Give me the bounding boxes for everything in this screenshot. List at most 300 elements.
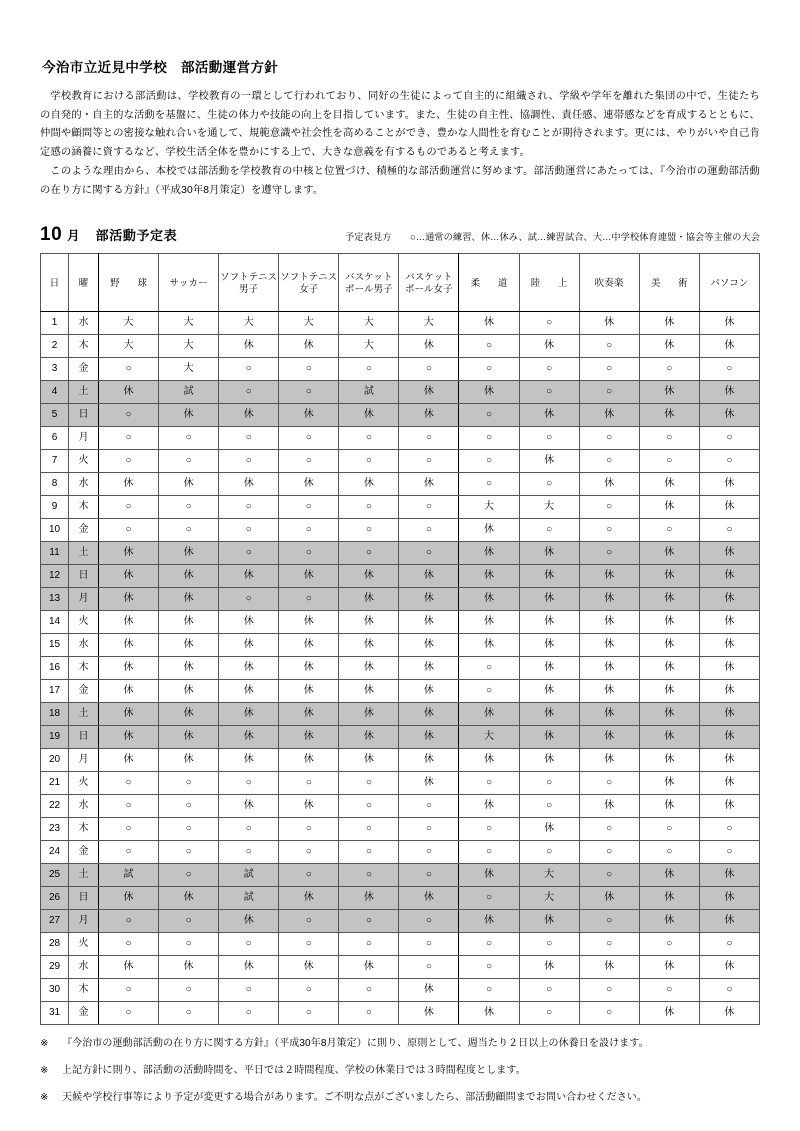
cell-day: 19 (41, 726, 69, 749)
cell-activity: 休 (219, 634, 279, 657)
cell-activity: 休 (579, 634, 639, 657)
footnote-marker: ※ (40, 1038, 49, 1050)
cell-activity: 休 (459, 519, 519, 542)
table-row (41, 427, 760, 450)
cell-activity: ○ (159, 1002, 219, 1025)
cell-dow: 木 (69, 979, 99, 1002)
cell-activity: 大 (279, 312, 339, 335)
cell-activity: ○ (459, 772, 519, 795)
cell-activity: 休 (519, 726, 579, 749)
cell-activity: ○ (339, 910, 399, 933)
cell-activity: 休 (99, 887, 159, 910)
cell-activity: 休 (399, 726, 459, 749)
cell-activity: 休 (699, 565, 759, 588)
cell-activity: 休 (279, 887, 339, 910)
cell-activity: 試 (159, 381, 219, 404)
cell-activity: 休 (459, 312, 519, 335)
cell-activity: ○ (399, 358, 459, 381)
cell-activity: ○ (279, 450, 339, 473)
cell-activity: 休 (699, 680, 759, 703)
col-header-soccer: サッカー (159, 254, 219, 312)
cell-activity: 休 (699, 864, 759, 887)
cell-activity: ○ (159, 795, 219, 818)
cell-activity: ○ (339, 979, 399, 1002)
cell-activity: 休 (339, 634, 399, 657)
cell-activity: 休 (159, 657, 219, 680)
cell-activity: ○ (519, 381, 579, 404)
cell-activity: ○ (279, 588, 339, 611)
cell-activity: 休 (279, 611, 339, 634)
cell-activity: ○ (219, 933, 279, 956)
cell-activity: 休 (459, 381, 519, 404)
cell-activity: ○ (579, 381, 639, 404)
cell-activity: 休 (399, 887, 459, 910)
table-row (41, 335, 760, 358)
cell-activity: ○ (159, 864, 219, 887)
footnote-text: 『今治市の運動部活動の在り方に関する方針』（平成30年8月策定）に則り、原則として、週当たり２日以上の休養日を設けます。 (62, 1038, 649, 1050)
cell-activity: 休 (459, 795, 519, 818)
footnote-text: 天候や学校行事等により予定が変更する場合があります。ご不明な点がございましたら、部活動顧問までお問い合わせください。 (62, 1092, 647, 1104)
cell-activity: 休 (699, 956, 759, 979)
cell-activity: ○ (699, 358, 759, 381)
cell-dow: 金 (69, 841, 99, 864)
cell-activity: 休 (639, 887, 699, 910)
cell-day: 5 (41, 404, 69, 427)
cell-activity: ○ (159, 933, 219, 956)
cell-activity: ○ (459, 933, 519, 956)
cell-activity: 休 (279, 404, 339, 427)
cell-activity: 休 (99, 611, 159, 634)
col-header-soft-tennis-boys: ソフトテニス 男子 (219, 254, 279, 312)
cell-activity: 休 (219, 749, 279, 772)
table-row (41, 887, 760, 910)
cell-activity: 休 (339, 956, 399, 979)
cell-activity: ○ (99, 450, 159, 473)
table-row (41, 1002, 760, 1025)
cell-activity: 休 (399, 588, 459, 611)
cell-activity: ○ (579, 864, 639, 887)
cell-activity: 休 (339, 726, 399, 749)
cell-activity: 休 (279, 565, 339, 588)
cell-activity: ○ (399, 427, 459, 450)
cell-activity: ○ (639, 818, 699, 841)
cell-activity: ○ (639, 979, 699, 1002)
cell-activity: ○ (459, 818, 519, 841)
cell-activity: 休 (639, 749, 699, 772)
cell-activity: 休 (399, 657, 459, 680)
col-header-computer: パソコン (699, 254, 759, 312)
footnote-1 (40, 1036, 760, 1051)
cell-activity: 休 (519, 335, 579, 358)
cell-activity: 休 (639, 910, 699, 933)
col-header-baseball: 野 球 (99, 254, 159, 312)
cell-activity: 大 (99, 312, 159, 335)
cell-activity: ○ (519, 473, 579, 496)
cell-activity: 休 (99, 381, 159, 404)
cell-day: 21 (41, 772, 69, 795)
cell-activity: ○ (399, 956, 459, 979)
cell-activity: 大 (459, 726, 519, 749)
cell-activity: ○ (399, 864, 459, 887)
cell-activity: 休 (159, 956, 219, 979)
cell-day: 29 (41, 956, 69, 979)
cell-day: 25 (41, 864, 69, 887)
cell-activity: 休 (219, 680, 279, 703)
cell-dow: 水 (69, 473, 99, 496)
cell-dow: 日 (69, 404, 99, 427)
cell-activity: 休 (519, 634, 579, 657)
cell-day: 12 (41, 565, 69, 588)
month-number: 10 (40, 224, 63, 246)
cell-activity: ○ (339, 450, 399, 473)
cell-dow: 火 (69, 772, 99, 795)
cell-activity: 休 (279, 335, 339, 358)
cell-day: 7 (41, 450, 69, 473)
cell-dow: 金 (69, 680, 99, 703)
cell-activity: 休 (519, 818, 579, 841)
cell-activity: 休 (399, 473, 459, 496)
cell-activity: ○ (399, 496, 459, 519)
introduction-text (40, 88, 760, 200)
cell-activity: 休 (519, 703, 579, 726)
cell-activity: ○ (219, 381, 279, 404)
cell-dow: 水 (69, 312, 99, 335)
cell-activity: ○ (519, 795, 579, 818)
cell-activity: ○ (339, 1002, 399, 1025)
cell-activity: ○ (399, 841, 459, 864)
cell-day: 17 (41, 680, 69, 703)
cell-activity: 休 (639, 381, 699, 404)
cell-activity: ○ (579, 427, 639, 450)
cell-activity: ○ (459, 657, 519, 680)
schedule-title: 部活動予定表 (95, 228, 178, 244)
cell-activity: 休 (699, 335, 759, 358)
legend-text: ○…通常の練習、休…休み、試…練習試合、大…中学校体育連盟・協会等主催の大会 (410, 232, 760, 243)
cell-activity: 休 (459, 634, 519, 657)
cell-activity: 休 (99, 473, 159, 496)
footnote-3 (40, 1090, 760, 1105)
cell-activity: 休 (519, 542, 579, 565)
cell-activity: 休 (159, 588, 219, 611)
cell-activity: ○ (639, 450, 699, 473)
cell-activity: ○ (399, 450, 459, 473)
cell-activity: 休 (639, 864, 699, 887)
cell-activity: ○ (399, 519, 459, 542)
cell-activity: 休 (159, 749, 219, 772)
cell-dow: 木 (69, 496, 99, 519)
cell-activity: 休 (699, 910, 759, 933)
cell-dow: 水 (69, 634, 99, 657)
cell-activity: 大 (159, 335, 219, 358)
cell-day: 20 (41, 749, 69, 772)
cell-dow: 日 (69, 565, 99, 588)
cell-activity: 大 (519, 887, 579, 910)
cell-dow: 土 (69, 542, 99, 565)
cell-activity: ○ (459, 335, 519, 358)
cell-day: 26 (41, 887, 69, 910)
cell-activity: ○ (279, 542, 339, 565)
cell-activity: ○ (519, 312, 579, 335)
cell-activity: ○ (159, 519, 219, 542)
cell-activity: ○ (279, 841, 339, 864)
col-header-art: 美 術 (639, 254, 699, 312)
cell-activity: 休 (699, 496, 759, 519)
cell-activity: 休 (99, 634, 159, 657)
cell-dow: 木 (69, 335, 99, 358)
cell-activity: ○ (579, 772, 639, 795)
cell-activity: ○ (219, 772, 279, 795)
cell-day: 23 (41, 818, 69, 841)
table-row (41, 611, 760, 634)
cell-activity: 休 (459, 565, 519, 588)
cell-activity: 休 (519, 910, 579, 933)
cell-activity: 休 (399, 611, 459, 634)
cell-activity: ○ (279, 496, 339, 519)
cell-activity: 試 (219, 887, 279, 910)
cell-activity: ○ (279, 979, 339, 1002)
cell-activity: 試 (339, 381, 399, 404)
cell-activity: 休 (99, 956, 159, 979)
col-header-basketball-girls: バスケット ボール女子 (399, 254, 459, 312)
cell-activity: ○ (579, 358, 639, 381)
cell-activity: 休 (99, 749, 159, 772)
cell-day: 4 (41, 381, 69, 404)
cell-activity: ○ (459, 680, 519, 703)
cell-activity: 休 (699, 887, 759, 910)
cell-activity: ○ (159, 910, 219, 933)
cell-activity: 休 (339, 611, 399, 634)
cell-activity: ○ (279, 358, 339, 381)
schedule-header (40, 225, 760, 244)
cell-activity: 休 (579, 680, 639, 703)
cell-activity: ○ (519, 772, 579, 795)
cell-activity: 休 (639, 772, 699, 795)
cell-activity: 休 (279, 657, 339, 680)
cell-dow: 月 (69, 749, 99, 772)
cell-activity: 休 (339, 703, 399, 726)
cell-activity: 休 (699, 404, 759, 427)
cell-activity: 休 (279, 703, 339, 726)
cell-day: 28 (41, 933, 69, 956)
cell-activity: ○ (459, 358, 519, 381)
cell-activity: ○ (219, 1002, 279, 1025)
cell-activity: 休 (639, 473, 699, 496)
table-row (41, 519, 760, 542)
cell-activity: 試 (99, 864, 159, 887)
cell-activity: 休 (339, 588, 399, 611)
cell-activity: 休 (699, 726, 759, 749)
cell-activity: ○ (339, 864, 399, 887)
cell-activity: 休 (99, 680, 159, 703)
cell-activity: 休 (399, 404, 459, 427)
cell-activity: 休 (579, 795, 639, 818)
cell-activity: 休 (699, 749, 759, 772)
cell-activity: 休 (339, 565, 399, 588)
cell-activity: 休 (219, 726, 279, 749)
cell-activity: 大 (159, 358, 219, 381)
cell-activity: 休 (579, 473, 639, 496)
cell-activity: ○ (579, 818, 639, 841)
cell-activity: ○ (459, 427, 519, 450)
cell-activity: 大 (399, 312, 459, 335)
table-row (41, 588, 760, 611)
cell-activity: 休 (639, 335, 699, 358)
cell-activity: 休 (639, 956, 699, 979)
cell-activity: 休 (279, 726, 339, 749)
cell-activity: ○ (339, 818, 399, 841)
cell-activity: 休 (219, 657, 279, 680)
footnote-marker: ※ (40, 1092, 49, 1104)
cell-activity: 休 (579, 312, 639, 335)
cell-day: 14 (41, 611, 69, 634)
cell-dow: 日 (69, 726, 99, 749)
cell-activity: 休 (699, 795, 759, 818)
club-activity-schedule-table (40, 253, 760, 1025)
table-row (41, 404, 760, 427)
table-row (41, 979, 760, 1002)
cell-activity: 休 (699, 312, 759, 335)
footnote-2 (40, 1063, 760, 1078)
cell-activity: ○ (159, 772, 219, 795)
cell-activity: ○ (339, 841, 399, 864)
cell-dow: 日 (69, 887, 99, 910)
cell-activity: 休 (699, 657, 759, 680)
table-row (41, 450, 760, 473)
cell-activity: 休 (639, 611, 699, 634)
footnote-marker: ※ (40, 1065, 49, 1077)
cell-activity: 休 (159, 887, 219, 910)
cell-activity: 休 (579, 887, 639, 910)
footnote-text: 上記方針に則り、部活動の活動時間を、平日では２時間程度、学校の休業日では３時間程度とします。 (62, 1065, 526, 1077)
cell-activity: ○ (639, 358, 699, 381)
cell-activity: ○ (219, 588, 279, 611)
cell-activity: ○ (219, 979, 279, 1002)
cell-activity: 休 (459, 703, 519, 726)
cell-activity: 休 (279, 956, 339, 979)
cell-dow: 水 (69, 795, 99, 818)
cell-activity: ○ (519, 427, 579, 450)
cell-activity: 休 (339, 657, 399, 680)
cell-activity: ○ (459, 404, 519, 427)
month-unit-label: 月 (67, 229, 80, 244)
cell-activity: 休 (99, 657, 159, 680)
cell-activity: 休 (399, 772, 459, 795)
cell-activity: ○ (519, 358, 579, 381)
cell-activity: 休 (459, 542, 519, 565)
cell-day: 30 (41, 979, 69, 1002)
cell-activity: 休 (279, 473, 339, 496)
cell-activity: 試 (219, 864, 279, 887)
cell-day: 3 (41, 358, 69, 381)
cell-activity: 休 (399, 634, 459, 657)
cell-activity: ○ (459, 841, 519, 864)
cell-dow: 月 (69, 588, 99, 611)
cell-activity: 休 (579, 956, 639, 979)
cell-activity: 休 (699, 1002, 759, 1025)
cell-activity: 休 (459, 864, 519, 887)
cell-activity: 休 (699, 772, 759, 795)
cell-activity: 休 (699, 473, 759, 496)
cell-activity: 休 (219, 910, 279, 933)
cell-activity: ○ (459, 473, 519, 496)
cell-activity: 休 (339, 473, 399, 496)
table-row (41, 818, 760, 841)
cell-dow: 木 (69, 657, 99, 680)
cell-activity: ○ (99, 519, 159, 542)
cell-activity: ○ (219, 519, 279, 542)
cell-day: 31 (41, 1002, 69, 1025)
cell-activity: 休 (159, 680, 219, 703)
cell-activity: 休 (639, 404, 699, 427)
cell-activity: ○ (519, 979, 579, 1002)
cell-activity: ○ (159, 496, 219, 519)
cell-dow: 月 (69, 910, 99, 933)
cell-activity: 休 (399, 381, 459, 404)
cell-activity: ○ (579, 1002, 639, 1025)
cell-activity: 休 (579, 749, 639, 772)
cell-activity: 休 (579, 726, 639, 749)
cell-activity: ○ (579, 496, 639, 519)
cell-activity: 休 (339, 887, 399, 910)
col-header-soft-tennis-girls: ソフトテニス 女子 (279, 254, 339, 312)
cell-activity: 休 (459, 749, 519, 772)
cell-activity: ○ (459, 956, 519, 979)
cell-activity: 休 (639, 496, 699, 519)
cell-dow: 月 (69, 427, 99, 450)
cell-activity: 休 (699, 381, 759, 404)
cell-day: 6 (41, 427, 69, 450)
cell-activity: ○ (519, 933, 579, 956)
table-row (41, 703, 760, 726)
cell-activity: 休 (159, 473, 219, 496)
cell-activity: ○ (699, 519, 759, 542)
cell-activity: 休 (399, 335, 459, 358)
cell-activity: ○ (399, 910, 459, 933)
cell-activity: ○ (339, 358, 399, 381)
table-row (41, 473, 760, 496)
cell-activity: ○ (339, 933, 399, 956)
cell-activity: 休 (459, 1002, 519, 1025)
table-header (41, 254, 760, 312)
cell-activity: 休 (99, 588, 159, 611)
cell-day: 11 (41, 542, 69, 565)
cell-activity: ○ (519, 519, 579, 542)
cell-activity: 休 (639, 565, 699, 588)
cell-activity: ○ (99, 979, 159, 1002)
cell-activity: ○ (159, 427, 219, 450)
table-row (41, 726, 760, 749)
table-row (41, 956, 760, 979)
cell-activity: ○ (159, 818, 219, 841)
table-row (41, 565, 760, 588)
cell-activity: 休 (519, 588, 579, 611)
cell-activity: ○ (219, 542, 279, 565)
cell-activity: ○ (459, 887, 519, 910)
table-row (41, 358, 760, 381)
cell-dow: 土 (69, 703, 99, 726)
cell-activity: 休 (339, 680, 399, 703)
cell-activity: 休 (399, 703, 459, 726)
col-header-dow: 曜 (69, 254, 99, 312)
table-row (41, 657, 760, 680)
cell-activity: ○ (99, 496, 159, 519)
cell-activity: ○ (279, 381, 339, 404)
cell-activity: 休 (639, 542, 699, 565)
cell-activity: ○ (339, 496, 399, 519)
cell-activity: ○ (339, 519, 399, 542)
cell-dow: 金 (69, 1002, 99, 1025)
cell-activity: ○ (279, 427, 339, 450)
